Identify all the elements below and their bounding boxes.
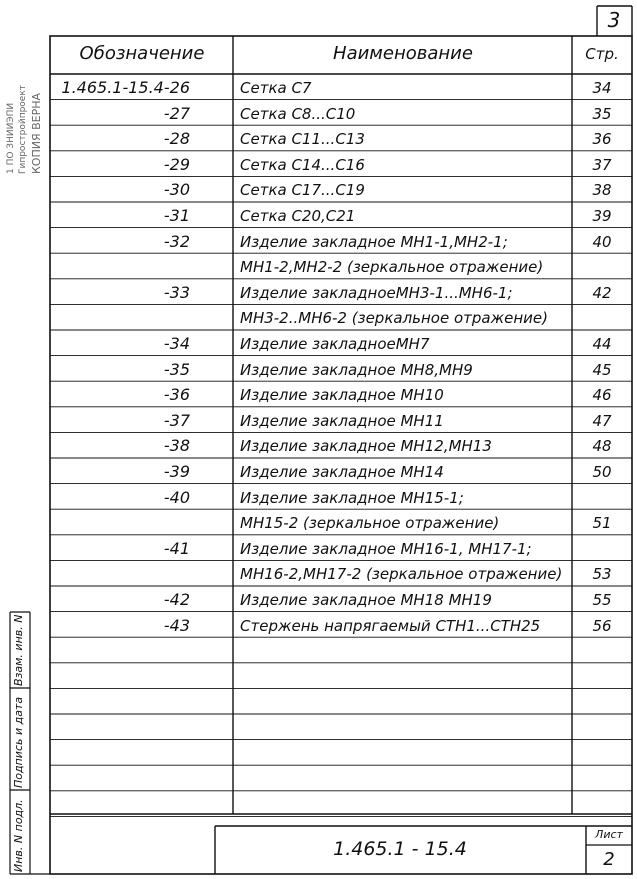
- side-label-inv-orig: Инв. N подл.: [12, 799, 25, 872]
- row-page: 37: [592, 155, 612, 174]
- row-name: Изделие закладное МН14: [240, 463, 444, 481]
- row-designation: [54, 255, 190, 279]
- row-name: Сетка С20,С21: [240, 207, 356, 225]
- row-designation: -37: [163, 410, 190, 430]
- row-name: Изделие закладное МН15-1;: [240, 488, 464, 507]
- stamp-line-2: Гипростройпроект: [18, 84, 28, 174]
- row-designation: -41: [163, 538, 190, 558]
- row-page: 50: [592, 463, 612, 481]
- row-name: МН3-2..МН6-2 (зеркальное отражение): [240, 309, 548, 328]
- row-name: Изделие закладное МН8,МН9: [240, 360, 473, 379]
- page-number: 3: [607, 8, 621, 32]
- row-page: 53: [592, 565, 612, 584]
- header-name: Наименование: [333, 43, 473, 64]
- row-page: [573, 255, 631, 279]
- row-designation: [54, 306, 190, 330]
- row-name: МН15-2 (зеркальное отражение): [240, 514, 500, 533]
- row-designation: -33: [163, 282, 190, 302]
- row-page: [573, 537, 631, 561]
- row-designation: -38: [163, 436, 190, 456]
- row-page: 47: [592, 411, 612, 430]
- sheet-label: Лист: [595, 828, 623, 841]
- stamp-line-3: КОПИЯ ВЕРНА: [30, 92, 43, 174]
- row-name: МН1-2,МН2-2 (зеркальное отражение): [240, 258, 544, 277]
- row-page: 38: [592, 181, 612, 200]
- row-page: 55: [592, 591, 612, 609]
- row-page: 39: [592, 207, 612, 225]
- row-designation: 1.465.1-15.4-26: [61, 78, 190, 97]
- row-designation: -43: [163, 615, 190, 635]
- row-name: Изделие закладное МН1-1,МН2-1;: [240, 232, 508, 251]
- row-page: 45: [592, 360, 612, 379]
- row-designation: [54, 511, 190, 535]
- row-name: Изделие закладное МН16-1, МН17-1;: [240, 539, 532, 558]
- sheet-number: 2: [603, 849, 615, 870]
- row-designation: -40: [163, 487, 190, 507]
- row-name: Изделие закладное МН10: [240, 386, 444, 405]
- row-designation: -35: [163, 359, 190, 379]
- row-page: 44: [592, 335, 612, 353]
- header-page: Стр.: [585, 45, 619, 63]
- row-name: Сетка С8...С10: [240, 104, 356, 123]
- row-page: [573, 306, 631, 330]
- row-designation: -31: [163, 206, 190, 225]
- row-page: 51: [592, 514, 612, 533]
- row-name: Сетка С17...С19: [240, 181, 365, 200]
- row-name: Изделие закладноеМН3-1...МН6-1;: [240, 283, 513, 302]
- document-code: 1.465.1 - 15.4: [333, 838, 467, 860]
- side-label-vzam-inv: Взам. инв. N: [12, 614, 25, 686]
- row-designation: -32: [163, 231, 190, 251]
- row-page: 34: [592, 79, 612, 97]
- row-name: Сетка С14...С16: [240, 155, 365, 174]
- row-page: 46: [592, 386, 612, 405]
- copy-stamp: [4, 46, 42, 176]
- row-designation: -36: [163, 385, 190, 405]
- row-designation: -30: [163, 180, 190, 200]
- row-designation: -28: [163, 129, 190, 149]
- row-page: 48: [592, 437, 612, 456]
- side-label-sign-date: Подпись и дата: [12, 696, 25, 788]
- row-name: Сетка С11...С13: [240, 130, 365, 149]
- row-name: Изделие закладное МН12,МН13: [240, 437, 492, 456]
- row-designation: -42: [163, 590, 190, 609]
- row-name: Изделие закладное МН18 МН19: [240, 591, 492, 609]
- header-designation: Обозначение: [79, 43, 205, 64]
- row-designation: -39: [163, 462, 190, 481]
- row-page: 36: [592, 130, 612, 149]
- row-page: 56: [592, 616, 612, 635]
- row-designation: -27: [163, 103, 190, 123]
- row-page: 42: [592, 283, 612, 302]
- row-name: Изделие закладноеМН7: [240, 335, 430, 353]
- row-designation: -29: [163, 154, 190, 174]
- row-name: Изделие закладное МН11: [240, 411, 444, 430]
- row-designation: -34: [163, 334, 190, 353]
- row-name: Сетка С7: [240, 79, 312, 97]
- row-page: 40: [592, 232, 612, 251]
- row-page: [573, 486, 631, 510]
- row-name: Стержень напрягаемый СТН1...СТН25: [240, 616, 541, 635]
- stamp-line-1: 1 ПО ЗНИИЭПИ: [6, 102, 16, 174]
- row-page: 35: [592, 104, 612, 123]
- row-name: МН16-2,МН17-2 (зеркальное отражение): [240, 565, 563, 584]
- row-designation: [54, 562, 190, 586]
